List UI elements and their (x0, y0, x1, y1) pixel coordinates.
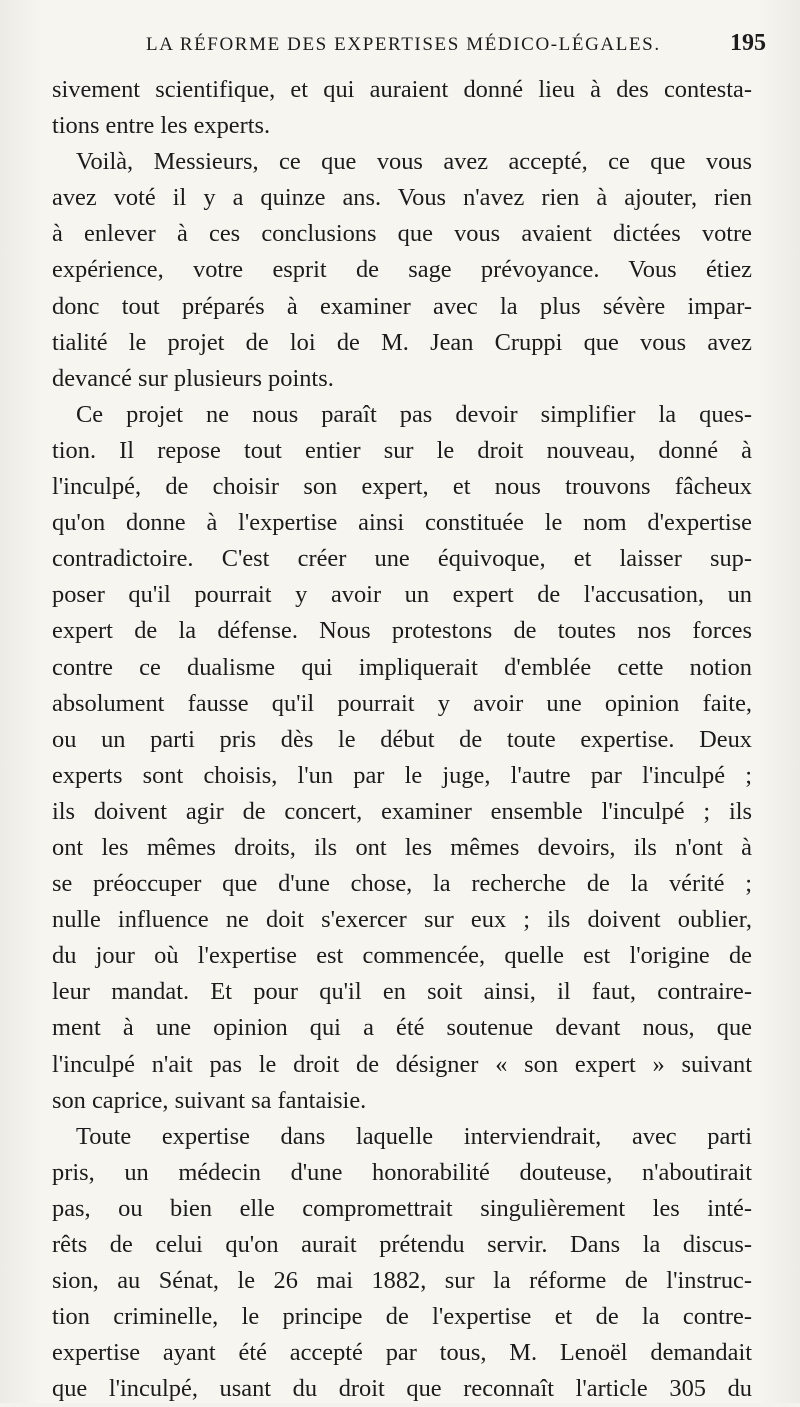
text-line: ils doivent agir de concert, examiner ensemble l'inculpé ; ils (52, 797, 752, 825)
text-line: ont les mêmes droits, ils ont les mêmes devoirs, ils n'ont à (52, 833, 752, 861)
text-line: ment à une opinion qui a été soutenue devant nous, que (52, 1014, 752, 1042)
text-line: l'inculpé, de choisir son expert, et nous trouvons fâcheux (52, 473, 752, 501)
text-line: Voilà, Messieurs, ce que vous avez accepté, ce que vous (76, 148, 752, 176)
text-line: qu'on donne à l'expertise ainsi constituée le nom d'expertise (52, 509, 752, 537)
text-line: ou un parti pris dès le début de toute expertise. Deux (52, 725, 752, 753)
text-line: tion criminelle, le principe de l'expertise et de la contre- (52, 1303, 752, 1331)
text-line: tions entre les experts. (52, 112, 271, 140)
text-line: sion, au Sénat, le 26 mai 1882, sur la réforme de l'instruc- (52, 1267, 752, 1295)
text-line: Ce projet ne nous paraît pas devoir simplifier la ques- (76, 400, 752, 428)
text-line: devancé sur plusieurs points. (52, 364, 334, 392)
text-line: absolument fausse qu'il pourrait y avoir une opinion faite, (52, 689, 752, 717)
text-line: leur mandat. Et pour qu'il en soit ainsi, il faut, contraire- (52, 978, 752, 1006)
text-line: se préoccuper que d'une chose, la recherche de la vérité ; (52, 870, 752, 898)
text-line: sivement scientifique, et qui auraient donné lieu à des contesta- (52, 76, 752, 103)
text-line: Toute expertise dans laquelle interviendrait, avec parti (76, 1122, 752, 1150)
text-line: poser qu'il pourrait y avoir un expert de l'accusation, un (52, 581, 752, 609)
text-line: expertise ayant été accepté par tous, M. Lenoël demandait (52, 1339, 752, 1367)
text-line: pris, un médecin d'une honorabilité douteuse, n'aboutirait (52, 1158, 752, 1186)
body-text (52, 72, 752, 1407)
text-line: expert de la défense. Nous protestons de toutes nos forces (52, 617, 752, 645)
text-line: nulle influence ne doit s'exercer sur eux ; ils doivent oublier, (52, 906, 752, 934)
text-line: du jour où l'expertise est commencée, quelle est l'origine de (52, 942, 752, 970)
text-line: avez voté il y a quinze ans. Vous n'avez rien à ajouter, rien (52, 184, 752, 212)
text-line: que l'inculpé, usant du droit que reconnaît l'article 305 du (52, 1375, 752, 1403)
text-line: rêts de celui qu'on aurait prétendu servir. Dans la discus- (52, 1231, 752, 1258)
text-line: expérience, votre esprit de sage prévoyance. Vous étiez (52, 256, 752, 284)
text-line: donc tout préparés à examiner avec la plus sévère impar- (52, 292, 752, 320)
text-line: pas, ou bien elle compromettrait singulièrement les inté- (52, 1194, 752, 1222)
text-line: tialité le projet de loi de M. Jean Cruppi que vous avez (52, 328, 752, 356)
text-line: experts sont choisis, l'un par le juge, l'autre par l'inculpé ; (52, 761, 752, 789)
text-line: contradictoire. C'est créer une équivoque, et laisser sup- (52, 545, 752, 573)
text-line: son caprice, suivant sa fantaisie. (52, 1086, 367, 1114)
text-line: à enlever à ces conclusions que vous avaient dictées votre (52, 220, 752, 248)
page-number: 195 (730, 30, 766, 56)
text-line: l'inculpé n'ait pas le droit de désigner « son expert » suivant (52, 1050, 752, 1078)
text-line: contre ce dualisme qui impliquerait d'emblée cette notion (52, 653, 752, 681)
page-header (54, 30, 768, 66)
running-title: LA RÉFORME DES EXPERTISES MÉDICO-LÉGALES. (146, 34, 661, 55)
text-line: tion. Il repose tout entier sur le droit nouveau, donné à (52, 436, 752, 464)
